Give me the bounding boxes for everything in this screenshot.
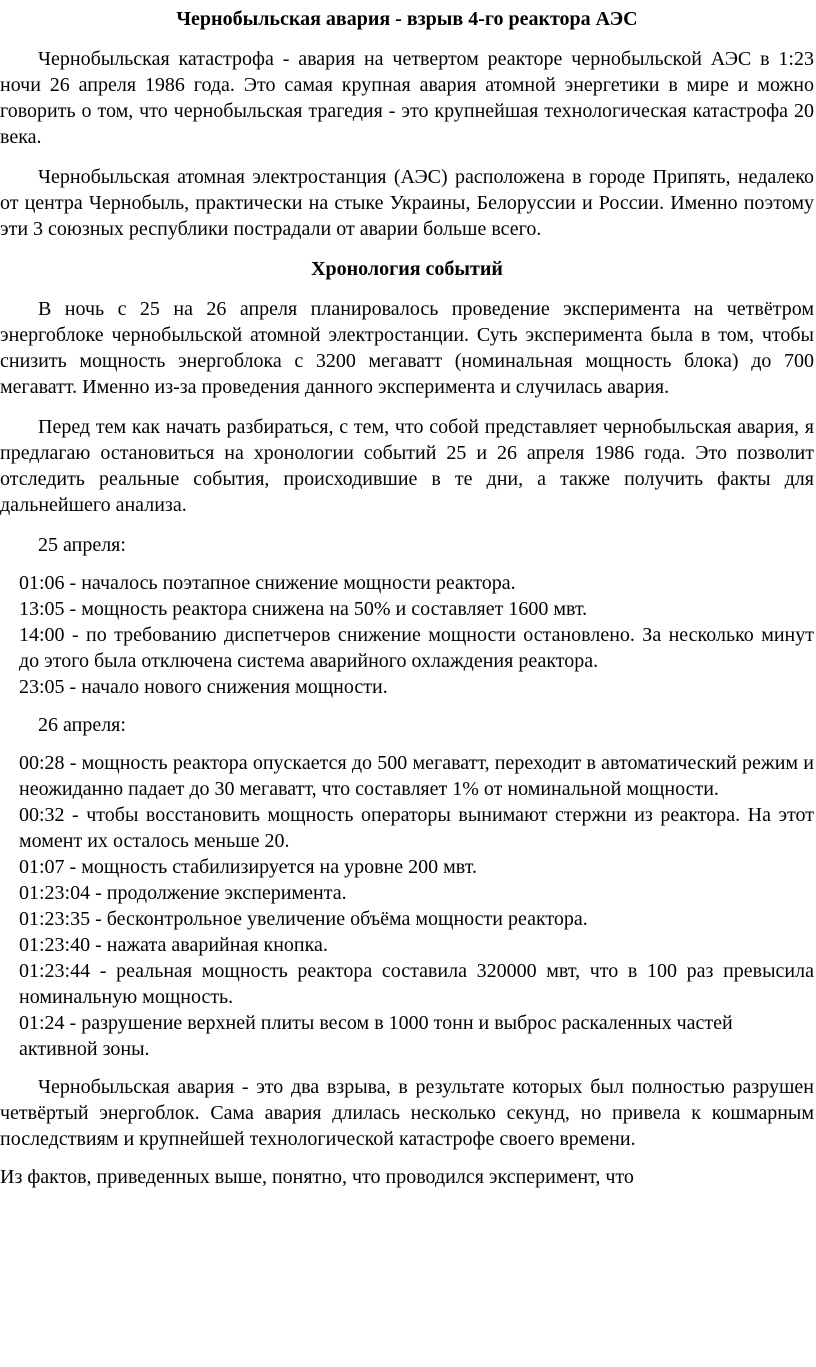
document-title: Чернобыльская авария - взрыв 4-го реактора АЭС <box>176 8 638 30</box>
timeline-event: 00:32 - чтобы восстановить мощность операторы вынимают стержни из реактора. На этот момент их осталось меньше 20. <box>19 804 814 852</box>
intro-paragraph: Чернобыльская катастрофа - авария на четвертом реакторе чернобыльской АЭС в 1:23 ночи 26 апреля 1986 года. Это самая крупная авария атомной энергетики в мире и можно говорить о том, что чернобыльская трагедия - это крупнейшая технологическая катастрофа 20 века. <box>0 48 814 148</box>
timeline-event: 01:07 - мощность стабилизируется на уровне 200 мвт. <box>19 856 477 878</box>
timeline-event: 14:00 - по требованию диспетчеров снижение мощности остановлено. За несколько минут до этого была отключена система аварийного охлаждения реактора. <box>19 624 814 672</box>
timeline-event: 00:28 - мощность реактора опускается до 500 мегаватт, переходит в автоматический режим и неожиданно падает до 30 мегаватт, что составляет 1% от номинальной мощности. <box>19 752 814 800</box>
closing-paragraph: Чернобыльская авария - это два взрыва, в результате которых был полностью разрушен четвёртый энергоблок. Сама авария длилась несколько секунд, но привела к кошмарным последствиям и крупнейшей технологической катастрофе своего времени. <box>0 1076 814 1150</box>
timeline-event: 01:06 - началось поэтапное снижение мощности реактора. <box>19 572 516 594</box>
timeline-list <box>19 750 814 1062</box>
timeline-event: 01:24 - разрушение верхней плиты весом в 1000 тонн и выброс раскаленных частей активной зоны. <box>19 1012 733 1060</box>
timeline-event: 13:05 - мощность реактора снижена на 50% и составляет 1600 мвт. <box>19 598 588 620</box>
timeline-event: 23:05 - начало нового снижения мощности. <box>19 676 388 698</box>
timeline-event: 01:23:35 - бесконтрольное увеличение объёма мощности реактора. <box>19 908 588 930</box>
timeline-event: 01:23:40 - нажата аварийная кнопка. <box>19 934 328 956</box>
section-heading: Хронология событий <box>311 258 503 280</box>
intro-paragraph: Чернобыльская атомная электростанция (АЭС) расположена в городе Припять, недалеко от центра Чернобыль, практически на стыке Украины, Белоруссии и России. Именно поэтому эти 3 союзных республики пострадали от аварии больше всего. <box>0 166 814 240</box>
date-heading: 25 апреля: <box>38 534 126 556</box>
timeline-event: 01:23:44 - реальная мощность реактора составила 320000 мвт, что в 100 раз превысила номинальную мощность. <box>19 960 814 1008</box>
document-page <box>0 6 814 1204</box>
chronology-paragraph: Перед тем как начать разбираться, с тем, что собой представляет чернобыльская авария, я предлагаю остановиться на хронологии событий 25 и 26 апреля 1986 года. Это позволит отследить реальные события, происходившие в те дни, а также получить факты для дальнейшего анализа. <box>0 416 814 516</box>
trailing-text: Из фактов, приведенных выше, понятно, что проводился эксперимент, что <box>0 1166 634 1188</box>
timeline-list <box>19 570 814 700</box>
chronology-paragraph: В ночь с 25 на 26 апреля планировалось проведение эксперимента на четвётром энергоблоке чернобыльской атомной электростанции. Суть эксперимента была в том, чтобы снизить мощность энергоблока с 3200 мегаватт (номинальная мощность блока) до 700 мегаватт. Именно из-за проведения данного эксперимента и случилась авария. <box>0 298 814 398</box>
date-heading: 26 апреля: <box>38 714 126 736</box>
timeline-event: 01:23:04 - продолжение эксперимента. <box>19 882 347 904</box>
